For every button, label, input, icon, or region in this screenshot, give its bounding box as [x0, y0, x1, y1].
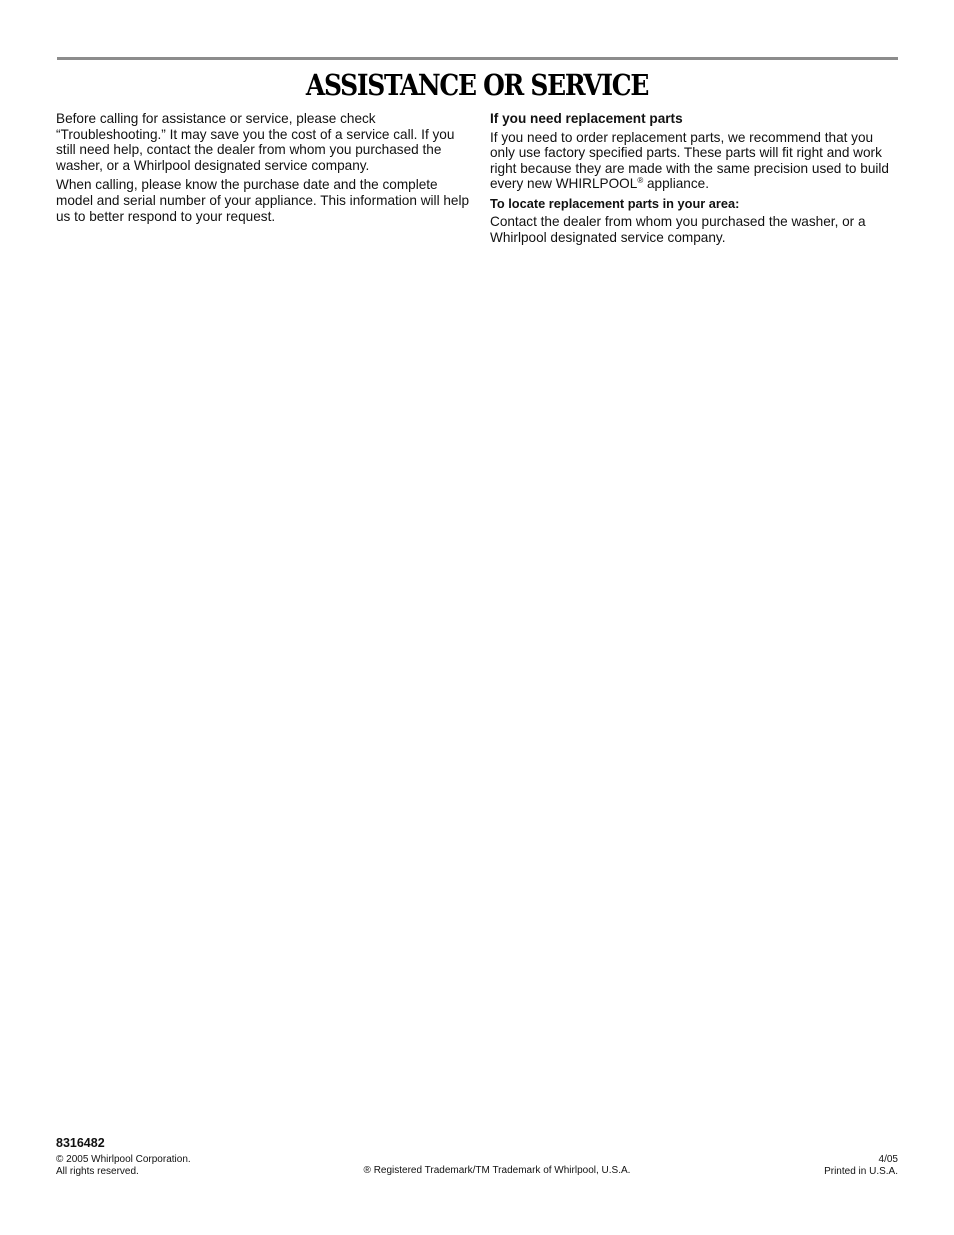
intro-paragraph: Before calling for assistance or service, please check “Troubleshooting.” It may save you the cost of a service call. If you still need help, contact the dealer from whom you purchased the washer, or a Whirlpool designated service company.	[56, 111, 455, 173]
footer-print-block	[824, 1154, 898, 1177]
replacement-parts-paragraph	[490, 130, 900, 192]
rights-text: All rights reserved.	[56, 1165, 139, 1177]
replacement-parts-text-end: appliance.	[643, 176, 709, 192]
right-column	[490, 111, 900, 249]
printed-location: Printed in U.S.A.	[824, 1165, 898, 1177]
replacement-parts-text: If you need to order replacement parts, we recommend that you only use factory specified parts. These parts will fit right and work right because they are made with the same precision used to build every new WHIRLPOOL	[490, 129, 889, 192]
left-column	[56, 111, 471, 228]
calling-paragraph: When calling, please know the purchase date and the complete model and serial number of your appliance. This information will help us to better respond to your request.	[56, 177, 470, 224]
top-rule	[57, 57, 898, 60]
locate-parts-subheading: To locate replacement parts in your area:	[490, 195, 740, 211]
page-title: ASSISTANCE OR SERVICE	[305, 68, 649, 102]
print-date: 4/05	[878, 1154, 898, 1165]
part-number: 8316482	[56, 1136, 105, 1150]
copyright-text: © 2005 Whirlpool Corporation.	[56, 1154, 191, 1165]
locate-parts-paragraph: Contact the dealer from whom you purchased the washer, or a Whirlpool designated service company.	[490, 213, 866, 245]
registered-mark: ®	[637, 176, 644, 186]
trademark-text: ® Registered Trademark/TM Trademark of Whirlpool, U.S.A.	[363, 1165, 631, 1176]
replacement-parts-heading: If you need replacement parts	[490, 111, 683, 126]
